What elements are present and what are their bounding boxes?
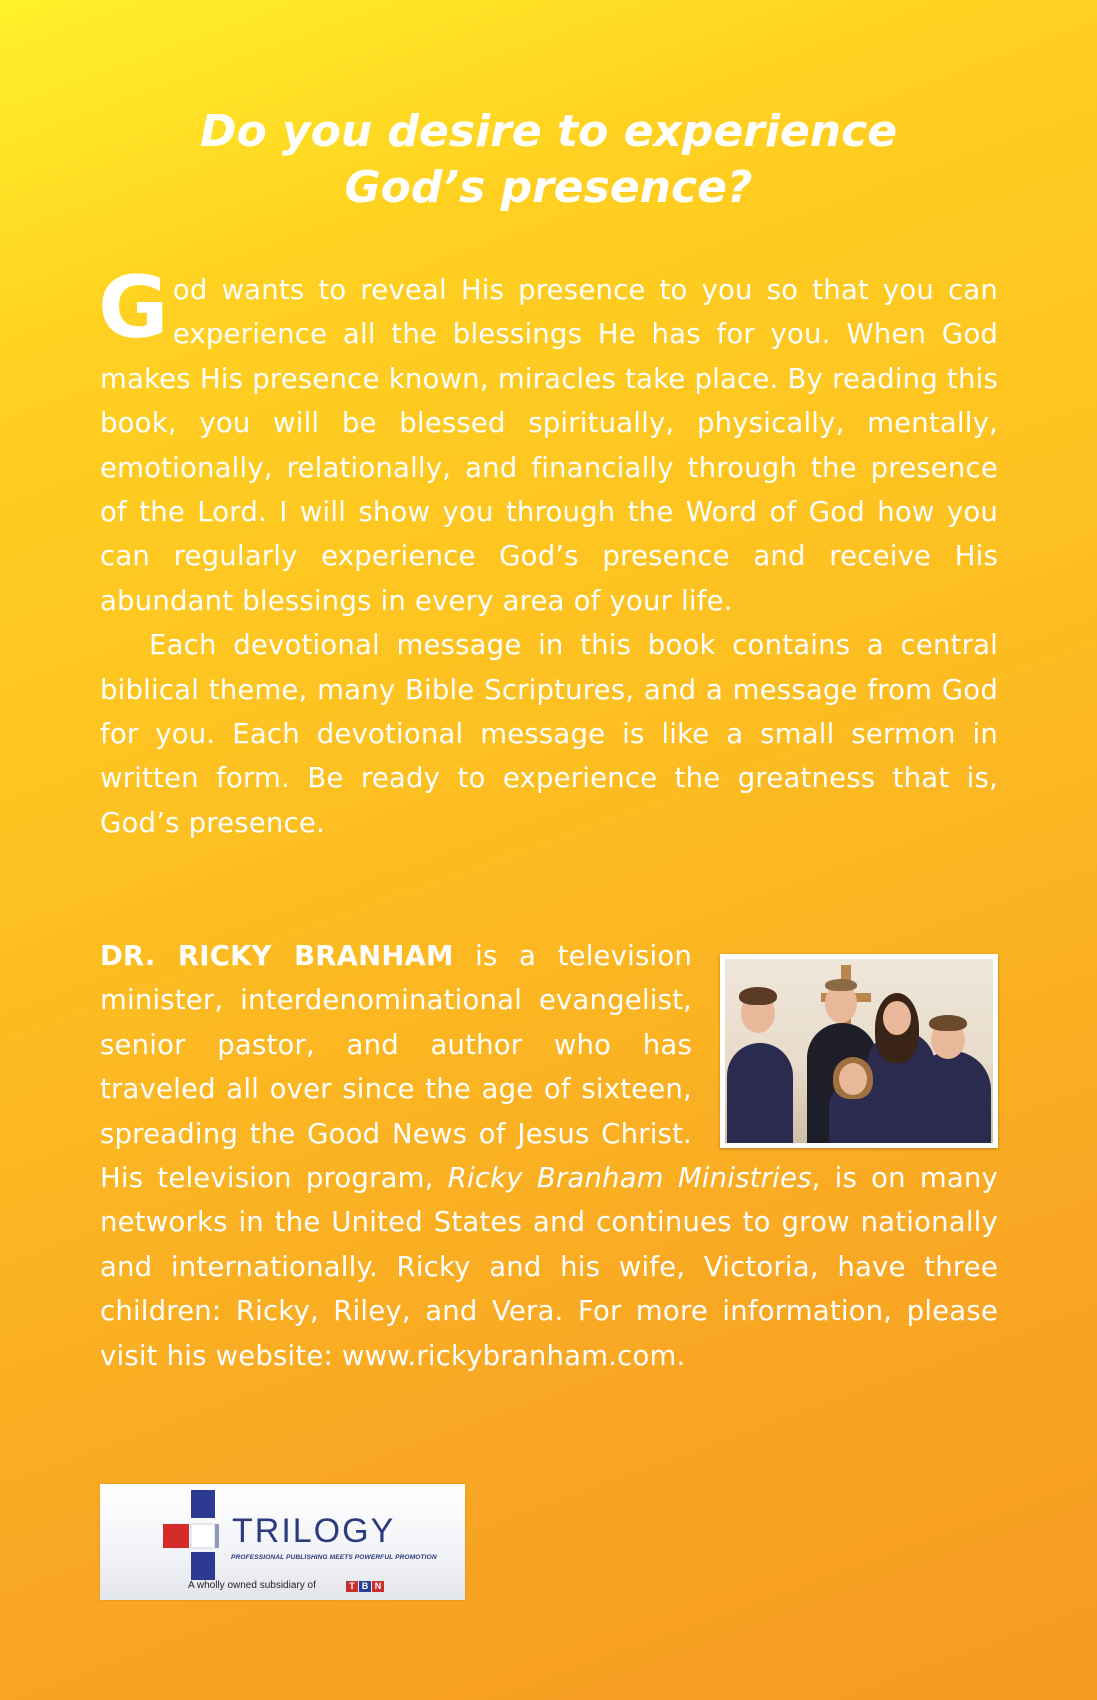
person-head [839,1063,867,1095]
tbn-letter: T [346,1581,358,1592]
heading-line-1: Do you desire to experience [199,106,898,157]
cover-heading [100,104,997,216]
publisher-name: TRILOGY [232,1512,396,1550]
person-figure [727,1043,793,1143]
book-description [98,258,998,845]
author-bio [100,934,998,1378]
author-name: DR. RICKY BRANHAM [100,940,454,972]
tbn-logo [346,1581,385,1592]
description-paragraph-2: Each devotional message in this book contains a central biblical theme, many Bible Scriptures, and a message from God for you. Each devotional message is like a small sermon in written form. Be ready to experience the greatness that is, God’s presence. [100,629,998,839]
heading-line-2: God’s presence? [344,162,753,213]
bio-text-part-1: is a television minister, interdenominational evangelist, senior pastor, and author who has traveled all over since the age of sixteen, spreading the Good News of Jesus Christ. His television program, [100,940,692,1195]
tbn-letter: N [372,1581,384,1592]
description-paragraph-1 [98,258,998,623]
person-head [883,1001,911,1035]
publisher-logo [100,1484,465,1600]
publisher-tagline: PROFESSIONAL PUBLISHING MEETS POWERFUL PROMOTION [231,1554,437,1561]
tbn-letter: B [359,1581,371,1592]
description-paragraph-1-text: od wants to reveal His presence to you so that you can experience all the blessings He has for you. When God makes His presence known, miracles take place. By reading this book, you will be blessed spiritually, physically, mentally, emotionally, relationally, and financially through the presence of the Lord. I will show you through the Word of God how you can regularly experience God’s presence and receive His abundant blessings in every area of your life. [100,274,998,617]
person-figure [913,1051,991,1143]
person-hair [739,987,777,1005]
person-hair [929,1015,967,1031]
drop-cap: G [98,258,169,358]
person-hair [825,979,857,991]
bio-text-part-2: , is on many networks in the United States and continues to grow nationally and internationally. Ricky and his wife, Victoria, have three children: Ricky, Riley, and Vera. For more information, please visit his website: www.rickybranham.com. [100,1162,998,1372]
family-photo-image [725,959,993,1143]
author-family-photo [720,954,998,1148]
subsidiary-text: A wholly owned subsidiary of [188,1580,316,1591]
program-name: Ricky Branham Ministries [447,1162,812,1195]
